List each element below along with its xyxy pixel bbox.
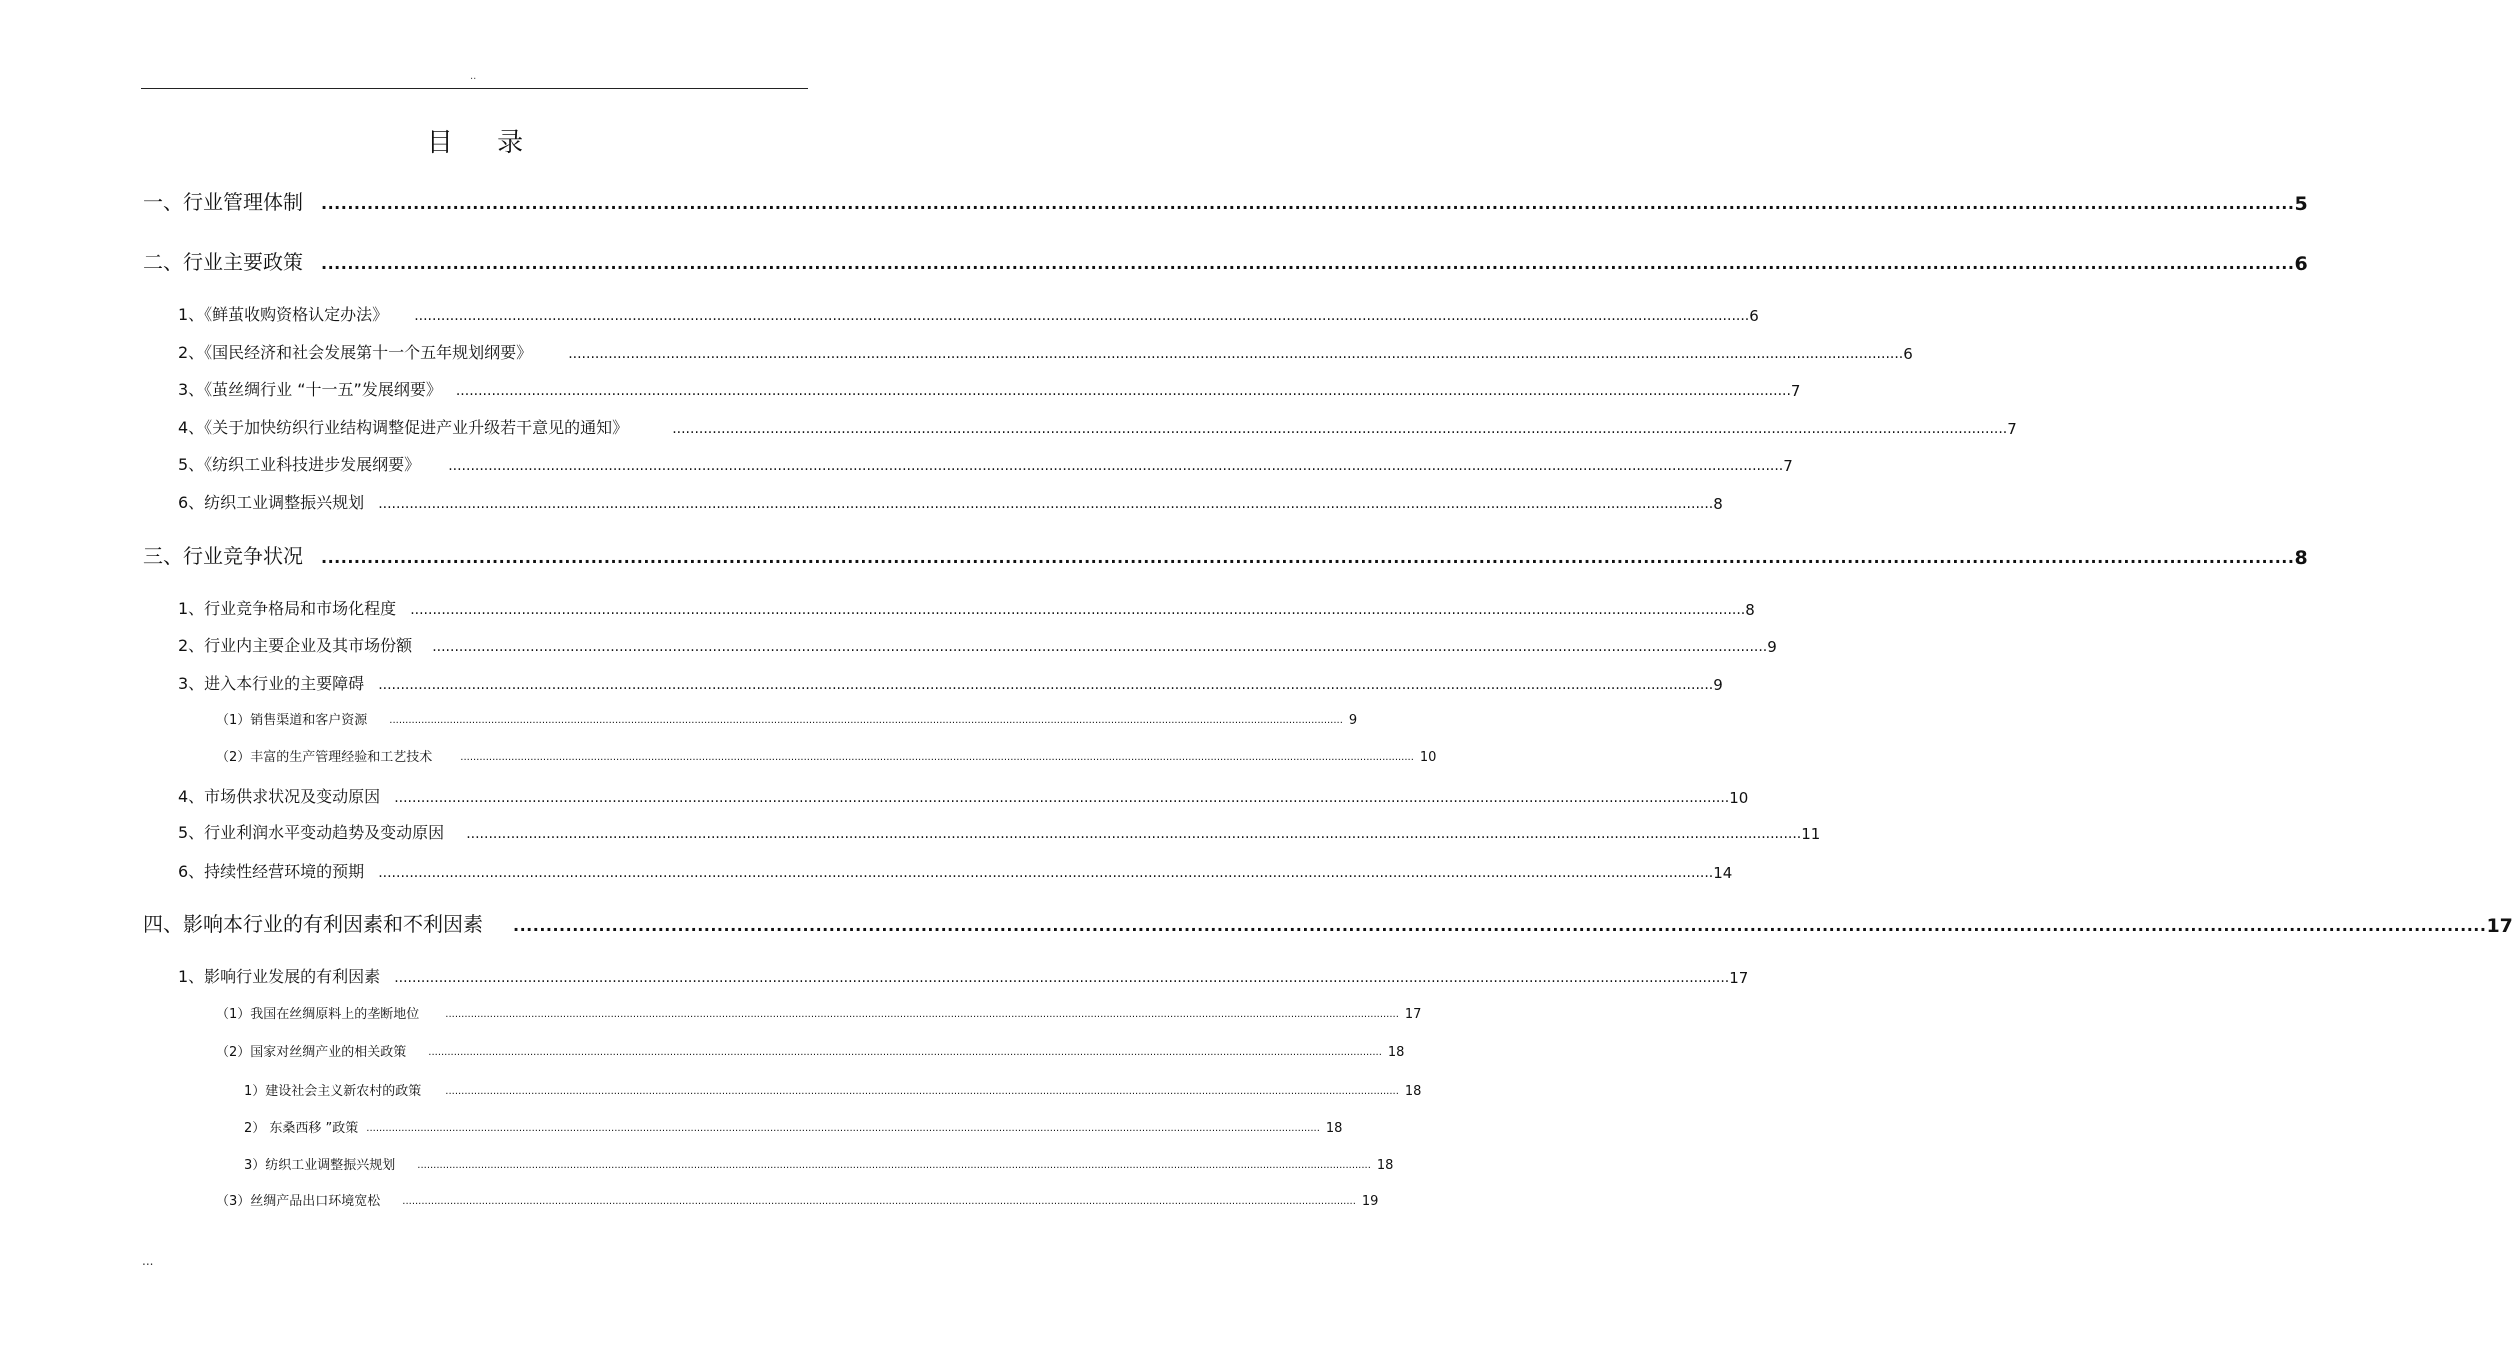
toc-entry-page: 8	[1713, 495, 1723, 513]
toc-entry-page: 7	[2007, 420, 2017, 438]
toc-entry-page: 6	[1749, 307, 1759, 325]
toc-entry-label: 5、行业利润水平变动趋势及变动原因	[178, 823, 445, 842]
toc-leader-dots: ............................................................................................................................................................................................................................................................................................................	[321, 194, 2295, 213]
toc-entry-label: 4、市场供求状况及变动原因	[178, 787, 381, 806]
toc-entry[interactable]	[143, 249, 2308, 275]
toc-entry-label: 3）纺织工业调整振兴规划	[244, 1158, 396, 1173]
toc-entry[interactable]	[143, 911, 2513, 937]
toc-leader-dots: ............................................................................................................................................................................................................................................................................................................	[366, 1123, 1320, 1134]
toc-entry-page: 6	[1903, 345, 1913, 363]
toc-leader-dots: ............................................................................................................................................................................................................................................................................................................	[414, 308, 1750, 324]
toc-entry-page: 18	[1387, 1045, 1405, 1060]
toc-entry[interactable]	[178, 672, 1723, 694]
toc-entry-label: 1、影响行业发展的有利因素	[178, 967, 381, 986]
toc-entry-label: （3）丝绸产品出口环境宽松	[216, 1194, 381, 1209]
toc-entry-label: （2）丰富的生产管理经验和工艺技术	[216, 750, 433, 765]
toc-entry-page: 7	[1783, 457, 1793, 475]
toc-entry-label: （2）国家对丝绸产业的相关政策	[216, 1045, 407, 1060]
toc-entry[interactable]	[178, 416, 2017, 438]
toc-entry[interactable]	[178, 303, 1759, 325]
toc-entry[interactable]	[178, 965, 1749, 987]
toc-leader-dots: ............................................................................................................................................................................................................................................................................................................	[448, 458, 1784, 474]
toc-entry-label: 3、《茧丝绸行业 “十一五”发展纲要》	[178, 380, 442, 399]
toc-entry-label: 2） 东桑西移 ”政策	[244, 1121, 359, 1136]
header-mark: ··	[470, 74, 477, 85]
toc-entry[interactable]	[178, 821, 1821, 843]
toc-entry[interactable]	[178, 785, 1749, 807]
toc-entry[interactable]	[178, 597, 1755, 619]
footer-mark: ...	[142, 1254, 154, 1268]
toc-entry-label: 二、行业主要政策	[143, 250, 303, 274]
toc-entry-page: 14	[1713, 864, 1733, 882]
toc-entry-page: 18	[1325, 1121, 1343, 1136]
toc-leader-dots: ............................................................................................................................................................................................................................................................................................................	[513, 916, 2487, 935]
toc-entry[interactable]	[244, 1155, 1394, 1173]
toc-leader-dots: ............................................................................................................................................................................................................................................................................................................	[672, 421, 2008, 437]
toc-entry-label: 2、《国民经济和社会发展第十一个五年规划纲要》	[178, 343, 533, 362]
toc-leader-dots: ............................................................................................................................................................................................................................................................................................................	[389, 715, 1343, 726]
toc-entry-label: （1）我国在丝绸原料上的垄断地位	[216, 1007, 420, 1022]
toc-entry-page: 19	[1361, 1194, 1379, 1209]
toc-leader-dots: ............................................................................................................................................................................................................................................................................................................	[378, 496, 1714, 512]
toc-leader-dots: ............................................................................................................................................................................................................................................................................................................	[568, 346, 1904, 362]
toc-leader-dots: ............................................................................................................................................................................................................................................................................................................	[321, 548, 2295, 567]
toc-leader-dots: ............................................................................................................................................................................................................................................................................................................	[445, 1009, 1399, 1020]
toc-entry-label: 三、行业竞争状况	[143, 544, 303, 568]
toc-entry-page: 17	[1404, 1007, 1422, 1022]
toc-entry[interactable]	[178, 341, 1913, 363]
toc-entry-page: 10	[1729, 789, 1749, 807]
toc-entry[interactable]	[216, 1191, 1379, 1209]
toc-entry-label: 1、《鲜茧收购资格认定办法》	[178, 305, 389, 324]
toc-leader-dots: ............................................................................................................................................................................................................................................................................................................	[460, 752, 1414, 763]
toc-leader-dots: ............................................................................................................................................................................................................................................................................................................	[394, 970, 1730, 986]
toc-entry-page: 18	[1404, 1084, 1422, 1099]
toc-entry-label: 6、持续性经营环境的预期	[178, 862, 365, 881]
toc-entry[interactable]	[244, 1081, 1422, 1099]
toc-entry[interactable]	[143, 543, 2308, 569]
toc-entry-label: 2、行业内主要企业及其市场份额	[178, 636, 413, 655]
toc-entry[interactable]	[178, 378, 1801, 400]
toc-leader-dots: ............................................................................................................................................................................................................................................................................................................	[466, 826, 1802, 842]
toc-leader-dots: ............................................................................................................................................................................................................................................................................................................	[428, 1047, 1382, 1058]
toc-entry-label: 6、纺织工业调整振兴规划	[178, 493, 365, 512]
toc-entry[interactable]	[178, 453, 1793, 475]
toc-entry-label: 1、行业竞争格局和市场化程度	[178, 599, 397, 618]
toc-entry-page: 6	[2294, 253, 2308, 275]
page-title: 目 录	[426, 128, 542, 158]
toc-leader-dots: ............................................................................................................................................................................................................................................................................................................	[321, 254, 2295, 273]
toc-entry[interactable]	[216, 1004, 1422, 1022]
toc-entry-page: 5	[2294, 193, 2308, 215]
toc-leader-dots: ............................................................................................................................................................................................................................................................................................................	[432, 639, 1768, 655]
toc-entry-page: 11	[1801, 825, 1821, 843]
toc-leader-dots: ............................................................................................................................................................................................................................................................................................................	[455, 383, 1791, 399]
toc-entry-page: 8	[1745, 601, 1755, 619]
toc-entry-page: 10	[1419, 750, 1437, 765]
toc-entry[interactable]	[178, 634, 1777, 656]
toc-entry[interactable]	[178, 860, 1733, 882]
toc-entry-label: 1）建设社会主义新农村的政策	[244, 1084, 422, 1099]
toc-entry-page: 17	[1729, 969, 1749, 987]
toc-entry-page: 7	[1790, 382, 1801, 400]
toc-entry[interactable]	[216, 747, 1437, 765]
toc-entry-label: 四、影响本行业的有利因素和不利因素	[143, 912, 483, 936]
toc-entry[interactable]	[143, 189, 2308, 215]
toc-entry-label: 一、行业管理体制	[143, 190, 303, 214]
toc-leader-dots: ............................................................................................................................................................................................................................................................................................................	[378, 865, 1714, 881]
toc-entry[interactable]	[244, 1118, 1343, 1136]
toc-entry-page: 8	[2294, 547, 2308, 569]
toc-entry-label: 5、《纺织工业科技进步发展纲要》	[178, 455, 421, 474]
toc-entry-label: 4、《关于加快纺织行业结构调整促进产业升级若干意见的通知》	[178, 418, 629, 437]
toc-entry[interactable]	[216, 710, 1358, 728]
toc-entry[interactable]	[178, 491, 1723, 513]
toc-entry-page: 9	[1348, 713, 1358, 728]
toc-entry-page: 18	[1376, 1158, 1394, 1173]
toc-entry[interactable]	[216, 1042, 1405, 1060]
toc-entry-page: 17	[2486, 915, 2513, 937]
toc-entry-label: 3、进入本行业的主要障碍	[178, 674, 365, 693]
toc-entry-page: 9	[1713, 676, 1723, 694]
toc-leader-dots: ............................................................................................................................................................................................................................................................................................................	[402, 1196, 1356, 1207]
toc-leader-dots: ............................................................................................................................................................................................................................................................................................................	[410, 602, 1746, 618]
toc-leader-dots: ............................................................................................................................................................................................................................................................................................................	[417, 1160, 1371, 1171]
toc-leader-dots: ............................................................................................................................................................................................................................................................................................................	[394, 790, 1730, 806]
toc-leader-dots: ............................................................................................................................................................................................................................................................................................................	[445, 1086, 1399, 1097]
toc-entry-label: （1）销售渠道和客户资源	[216, 713, 368, 728]
header-rule	[141, 88, 808, 89]
toc-leader-dots: ............................................................................................................................................................................................................................................................................................................	[378, 677, 1714, 693]
toc-entry-page: 9	[1767, 638, 1777, 656]
